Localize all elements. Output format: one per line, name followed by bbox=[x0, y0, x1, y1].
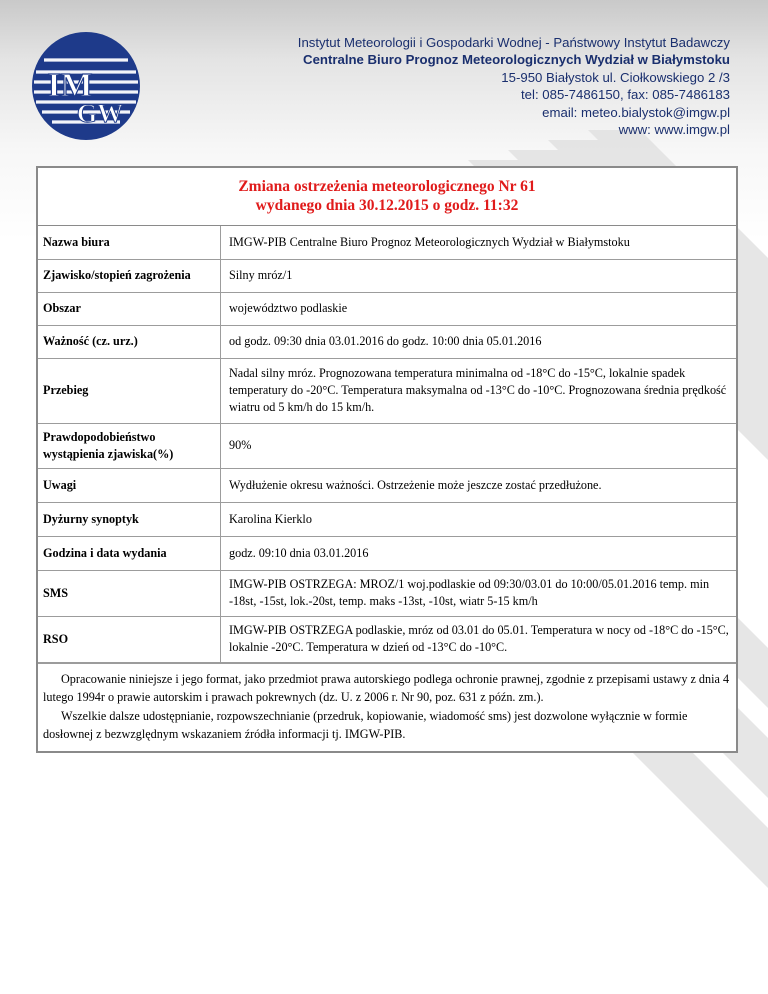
warning-document bbox=[36, 166, 738, 753]
warning-table bbox=[38, 226, 736, 663]
row-value: Silny mróz/1 bbox=[221, 259, 737, 292]
row-value: województwo podlaskie bbox=[221, 292, 737, 325]
office-name: Centralne Biuro Prognoz Meteorologicznych Wydział w Białymstoku bbox=[303, 52, 730, 68]
row-label: Nazwa biura bbox=[38, 226, 221, 259]
row-label: Obszar bbox=[38, 292, 221, 325]
row-value: od godz. 09:30 dnia 03.01.2016 do godz. 10:00 dnia 05.01.2016 bbox=[221, 325, 737, 358]
table-row bbox=[38, 259, 736, 292]
row-label: Prawdopodobieństwo wystąpienia zjawiska(%) bbox=[38, 423, 221, 468]
row-label: RSO bbox=[38, 616, 221, 662]
row-label: Uwagi bbox=[38, 468, 221, 502]
table-row bbox=[38, 536, 736, 570]
table-row bbox=[38, 502, 736, 536]
phone-fax: tel: 085-7486150, fax: 085-7486183 bbox=[521, 87, 730, 103]
row-label: Dyżurny synoptyk bbox=[38, 502, 221, 536]
email[interactable]: email: meteo.bialystok@imgw.pl bbox=[542, 104, 730, 120]
table-row bbox=[38, 570, 736, 616]
row-value: IMGW-PIB Centralne Biuro Prognoz Meteorologicznych Wydział w Białymstoku bbox=[221, 226, 737, 259]
warning-title bbox=[38, 168, 736, 226]
imgw-logo bbox=[30, 30, 142, 142]
website[interactable]: www: www.imgw.pl bbox=[618, 122, 730, 138]
svg-text:GW: GW bbox=[76, 99, 124, 128]
table-row bbox=[38, 468, 736, 502]
row-label: Godzina i data wydania bbox=[38, 536, 221, 570]
address: 15-950 Białystok ul. Ciołkowskiego 2 /3 bbox=[501, 69, 730, 85]
letterhead bbox=[0, 0, 768, 150]
institute-name: Instytut Meteorologii i Gospodarki Wodnej - Państwowy Instytut Badawczy bbox=[297, 35, 730, 50]
row-value: 90% bbox=[221, 423, 737, 468]
row-label: SMS bbox=[38, 570, 221, 616]
row-value: IMGW-PIB OSTRZEGA podlaskie, mróz od 03.01 do 05.01. Temperatura w nocy od -18°C do -15°C, lokalnie -20°C. Temperatura w dzień od -13°C do -10°C. bbox=[221, 616, 737, 662]
row-value: Wydłużenie okresu ważności. Ostrzeżenie może jeszcze zostać przedłużone. bbox=[221, 468, 737, 502]
row-value: godz. 09:10 dnia 03.01.2016 bbox=[221, 536, 737, 570]
copyright-notice bbox=[38, 663, 736, 751]
copyright-paragraph-2: Wszelkie dalsze udostępnianie, rozpowszechnianie (przedruk, kopiowanie, wiadomość sms) jest dozwolone wyłącznie w formie dosłownej z bezwzględnym wskazaniem źródła informacji tj. IMGW-PIB. bbox=[43, 708, 688, 741]
copyright-paragraph-1: Opracowanie niniejsze i jego format, jako przedmiot prawa autorskiego podlega ochronie prawnej, zgodnie z przepisami ustawy z dnia 4 lutego 1994r o prawie autorskim i prawach pokrewnych (dz. U. z 2006 r. Nr 90, poz. 631 z późn. zm.). bbox=[43, 671, 730, 704]
row-value: Nadal silny mróz. Prognozowana temperatura minimalna od -18°C do -15°C, lokalnie spadek temperatury do -20°C. Temperatura maksymalna od -13°C do -10°C. Prognozowana średnia prędkość wiatru od 5 km/h do 15 km/h. bbox=[221, 358, 737, 423]
table-row bbox=[38, 226, 736, 259]
table-row bbox=[38, 616, 736, 662]
row-label: Zjawisko/stopień zagrożenia bbox=[38, 259, 221, 292]
row-value: IMGW-PIB OSTRZEGA: MROZ/1 woj.podlaskie od 09:30/03.01 do 10:00/05.01.2016 temp. min -18st, -15st, lok.-20st, temp. maks -13st, -10st, wiatr 5-15 km/h bbox=[221, 570, 737, 616]
table-row bbox=[38, 325, 736, 358]
table-row bbox=[38, 292, 736, 325]
table-row bbox=[38, 423, 736, 468]
row-value: Karolina Kierklo bbox=[221, 502, 737, 536]
warning-title-line1: Zmiana ostrzeżenia meteorologicznego Nr 61 bbox=[238, 178, 536, 195]
institute-contact-block bbox=[298, 34, 730, 138]
row-label: Ważność (cz. urz.) bbox=[38, 325, 221, 358]
warning-title-line2: wydanego dnia 30.12.2015 o godz. 11:32 bbox=[255, 196, 519, 214]
svg-text:IM: IM bbox=[47, 67, 93, 104]
table-row bbox=[38, 358, 736, 423]
row-label: Przebieg bbox=[38, 358, 221, 423]
